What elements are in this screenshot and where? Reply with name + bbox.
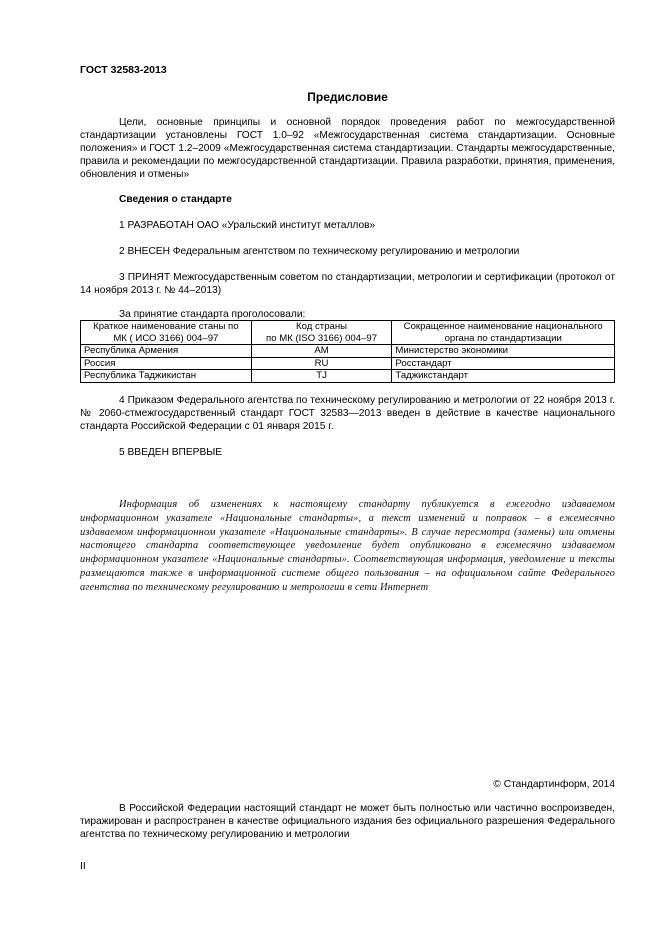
copyright-notice: © Стандартинформ, 2014	[493, 779, 615, 790]
header-country-name	[81, 321, 252, 345]
header-national-body	[392, 321, 615, 345]
header-line: Краткое наименование станы по	[93, 321, 239, 332]
cell-body: Таджикстандарт	[392, 370, 615, 383]
cell-country: Республика Армения	[81, 345, 252, 358]
header-line: органа по стандартизации	[444, 332, 562, 344]
header-country-code	[251, 321, 392, 345]
cell-country: Республика Таджикистан	[81, 370, 252, 383]
item-introduced: 2 ВНЕСЕН Федеральным агентством по техническому регулированию и метрологии	[119, 246, 520, 257]
item-first-time: 5 ВВЕДЕН ВПЕРВЫЕ	[119, 447, 223, 458]
cell-code: AM	[251, 345, 392, 358]
cell-body: Министерство экономики	[392, 345, 615, 358]
table-row	[81, 345, 615, 358]
cell-code: TJ	[251, 370, 392, 383]
item-order: 4 Приказом Федерального агентства по техническому регулированию и метрологии от 22 ноября 2013 г. № 2060-стмежгосударственный стандарт ГОСТ 32583—2013 введен в действие в качестве национального стандарта Российской Федерации с 01 января 2015 г.	[80, 395, 615, 432]
cell-code: RU	[251, 357, 392, 370]
table-row	[81, 370, 615, 383]
header-line: Сокращенное наименование национального	[403, 321, 603, 332]
document-code: ГОСТ 32583-2013	[80, 64, 167, 76]
page-title: Предисловие	[307, 90, 388, 104]
info-note: Информация об изменениях к настоящему стандарту публикуется в ежегодно издаваемом информационном указателе «Национальные стандарты», а текст изменений и поправок – в ежемесячно издаваемом информационном указателе «Национальные стандарты». В случае пересмотра (замены) или отмены настоящего стандарта соответствующее уведомление будет опубликовано в ежемесячно издаваемом информационном указателе «Национальные стандарты». Соответствующая информация, уведомление и тексты размещаются также в информационной системе общего пользования – на официальном сайте Федерального агентства по техническому регулированию и метрологии в сети Интернет	[80, 499, 615, 593]
cell-body: Росстандарт	[392, 357, 615, 370]
header-line: Код страны	[296, 321, 348, 332]
item-adopted: 3 ПРИНЯТ Межгосударственным советом по стандартизации, метрологии и сертификации (протокол от 14 ноября 2013 г. № 44–2013)	[80, 272, 615, 296]
header-line: по МК (ISO 3166) 004–97	[266, 332, 378, 344]
reproduction-notice: В Российской Федерации настоящий стандарт не может быть полностью или частично воспроизведен, тиражирован и распространен в качестве официального издания без официального разрешения Федерального агентства по техническому регулированию и метрологии	[80, 803, 615, 840]
vote-caption: За принятие стандарта проголосовали:	[119, 309, 306, 320]
item-developed: 1 РАЗРАБОТАН ОАО «Уральский институт металлов»	[119, 220, 376, 231]
intro-paragraph: Цели, основные принципы и основной порядок проведения работ по межгосударственной стандартизации установлены ГОСТ 1.0–92 «Межгосударственная система стандартизации. Основные положения» и ГОСТ 1.2–2009 «Межгосударственная система стандартизации. Стандарты межгосударственные, правила и рекомендации по межгосударственной стандартизации. Правила разработки, принятия, применения, обновления и отмены»	[80, 117, 615, 180]
vote-table	[80, 320, 615, 383]
table-header-row	[81, 321, 615, 345]
info-heading: Сведения о стандарте	[119, 194, 232, 205]
header-line: МК ( ИСО 3166) 004–97	[113, 332, 219, 344]
cell-country: Россия	[81, 357, 252, 370]
table-row	[81, 357, 615, 370]
page-number: II	[80, 861, 86, 872]
